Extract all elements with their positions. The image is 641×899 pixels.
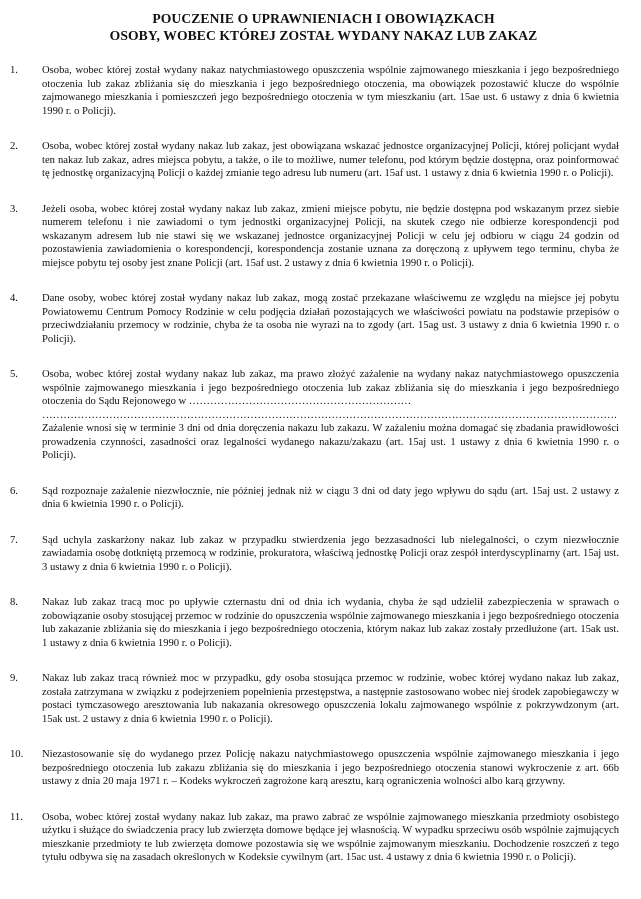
item-number: 1.: [10, 65, 18, 76]
item-number: 8.: [10, 597, 18, 608]
item-text: [42, 203, 619, 271]
list-item: [10, 64, 619, 118]
item-text: [42, 368, 619, 463]
item-number: 10.: [10, 749, 24, 760]
item-number: 2.: [10, 141, 18, 152]
item-paragraph: Osoba, wobec której został wydany nakaz lub zakaz, ma prawo złożyć zażalenie na wydany nakaz natychmiastowego opuszczenia wspólnie zajmowanego mieszkania i jego bezpośredniego otoczenia lub zakaz zbliżania się do mieszkania i jego bezpośredniego otoczenia do Sądu Rejonowego w ………………………………………………………: [42, 369, 619, 407]
item-paragraph: Osoba, wobec której został wydany nakaz lub zakaz, ma prawo zabrać ze wspólnie zajmowanego mieszkania przedmioty osobistego użytku i służące do świadczenia pracy lub zwierzęta domowe będące jej własnością. W wypadku sprzeciwu osób wspólnie zajmujących mieszkanie przedmioty te lub zwierzęta domowe pozostawia się we wspólnie zajmowanym mieszkaniu. Dochodzenie roszczeń z tego tytułu odbywa się na zasadach określonych w Kodeksie cywilnym (art. 15ac ust. 4 ustawy z dnia 6 kwietnia 1990 r. o Policji).: [42, 811, 619, 863]
item-text: [42, 140, 619, 181]
instructions-list: [10, 64, 619, 865]
item-number: 6.: [10, 485, 18, 497]
item-paragraph: ……………………………………………………………………………………………………………………………………………….: [42, 409, 617, 421]
list-item: [10, 534, 619, 575]
document-title: [10, 10, 619, 44]
list-item: [10, 368, 619, 463]
item-text: [42, 748, 619, 789]
item-paragraph: Nakaz lub zakaz tracą również moc w przypadku, gdy osoba stosująca przemoc w rodzinie, wobec której wydano nakaz lub zakaz, została zatrzymana w związku z podejrzeniem popełnienia przestępstwa, a następnie zastosowano wobec niej środek zapobiegawczy w postaci tymczasowego aresztowania lub nakazania okresowego opuszczenia lokalu zajmowanego wspólnie z pokrzywdzonym (art. 15ak ust. 2 ustawy z dnia 6 kwietnia 1990 r. o Policji).: [42, 673, 619, 725]
item-text: [42, 672, 619, 726]
list-item: [10, 748, 619, 789]
title-line-2: OSOBY, WOBEC KTÓREJ ZOSTAŁ WYDANY NAKAZ LUB ZAKAZ: [109, 28, 538, 43]
list-item: [10, 292, 619, 346]
list-item: [10, 140, 619, 181]
item-number: 4.: [10, 293, 18, 304]
item-paragraph: Sąd rozpoznaje zażalenie niezwłocznie, nie później jednak niż w ciągu 3 dni od daty jego wpływu do sądu (art. 15aj ust. 2 ustawy z dnia 6 kwietnia 1990 r. o Policji).: [42, 485, 619, 510]
item-paragraph: Jeżeli osoba, wobec której został wydany nakaz lub zakaz, zmieni miejsce pobytu, nie będzie dostępna pod wskazanym przez siebie numerem telefonu i nie zawiadomi o tym jednostki organizacyjnej Policji, na skutek czego nie odbierze korespondencji pod wskazanym adresem lub nie stawi się we wskazanej jednostce organizacyjnej Policji w celu jej odbioru w ciągu 24 godzin od pozostawienia zawiadomienia o korespondencji, korespondencja zostanie uznana za doręczoną z upływem tego terminu, chyba że miejsce pobytu tej osoby jest znane Policji (art. 15af ust. 2 ustawy z dnia 6 kwietnia 1990 r. o Policji).: [42, 203, 619, 269]
item-paragraph: Sąd uchyla zaskarżony nakaz lub zakaz w przypadku stwierdzenia jego bezzasadności lub nielegalności, o czym niezwłocznie zawiadamia osobę dotkniętą przemocą w rodzinie, prokuratora, właściwą jednostkę Policji oraz zespół interdyscyplinarny (art. 15aj ust. 3 ustawy z dnia 6 kwietnia 1990 r. o Policji).: [42, 534, 619, 573]
item-paragraph: Zażalenie wnosi się w terminie 3 dni od dnia doręczenia nakazu lub zakazu. W zażaleniu można domagać się zbadania prawidłowości prowadzenia czynności, zasadności oraz legalności wydanego nakazu/zakazu (art. 15aj ust. 1 ustawy z dnia 6 kwietnia 1990 r. o Policji).: [42, 423, 619, 461]
item-text: [42, 292, 619, 346]
item-paragraph: Dane osoby, wobec której został wydany nakaz lub zakaz, mogą zostać przekazane właściwemu ze względu na miejsce jej pobytu Powiatowemu Centrum Pomocy Rodzinie w celu podjęcia działań pozostających we właściwości powiatu na podstawie przepisów o przeciwdziałaniu przemocy w rodzinie, chyba że ta osoba nie wyrazi na to zgody (art. 15ag ust. 3 ustawy z dnia 6 kwietnia 1990 r. o Policji).: [42, 293, 619, 345]
list-item: [10, 672, 619, 726]
item-text: [42, 534, 619, 575]
list-item: [10, 811, 619, 865]
list-item: [10, 596, 619, 650]
item-number: 5.: [10, 369, 18, 380]
item-number: 3.: [10, 203, 18, 215]
list-item: [10, 485, 619, 512]
item-paragraph: Osoba, wobec której został wydany nakaz lub zakaz, jest obowiązana wskazać jednostce organizacyjnej Policji, której policjant wydał ten nakaz lub zakaz, adres miejsca pobytu, a także, o ile to możliwe, numer telefonu, pod którym będzie dostępna, oraz poinformować tę jednostkę organizacyjną Policji o każdej zmianie tego adresu lub numeru (art. 15af ust. 1 ustawy z dnia 6 kwietnia 1990 r. o Policji).: [42, 141, 619, 179]
item-paragraph: Osoba, wobec której został wydany nakaz natychmiastowego opuszczenia wspólnie zajmowanego mieszkania i jego bezpośredniego otoczenia lub zakaz zbliżania się do mieszkania i jego bezpośredniego otoczenia, ma obowiązek pozostawić klucze do wspólnie zajmowanego mieszkania i pomieszczeń jego bezpośredniego otoczenia w tym mieszkaniu (art. 15ae ust. 6 ustawy z dnia 6 kwietnia 1990 r. o Policji).: [42, 65, 619, 117]
item-text: [42, 596, 619, 650]
item-number: 11.: [10, 811, 23, 823]
item-text: [42, 64, 619, 118]
item-text: [42, 485, 619, 512]
item-text: [42, 811, 619, 865]
title-line-1: POUCZENIE O UPRAWNIENIACH I OBOWIĄZKACH: [152, 11, 495, 26]
item-number: 7.: [10, 534, 18, 546]
item-number: 9.: [10, 673, 18, 684]
item-paragraph: Niezastosowanie się do wydanego przez Policję nakazu natychmiastowego opuszczenia wspólnie zajmowanego mieszkania i jego bezpośredniego otoczenia lub zakazu zbliżania się do mieszkania i jego bezpośredniego otoczenia stanowi wykroczenie z art. 66b ustawy z dnia 20 maja 1971 r. – Kodeks wykroczeń zagrożone karą aresztu, karą ograniczenia wolności albo karą grzywny.: [42, 749, 619, 787]
item-paragraph: Nakaz lub zakaz tracą moc po upływie czternastu dni od dnia ich wydania, chyba że sąd udzielił zabezpieczenia w sprawach o zobowiązanie osoby stosującej przemoc w rodzinie do opuszczenia wspólnie zajmowanego mieszkania i jego bezpośredniego otoczenia lub zakazanie zbliżania się do mieszkania i jego bezpośredniego otoczenia, którym nakaz lub zakaz zostały przedłużone (art. 15ak ust. 1 ustawy z dnia 6 kwietnia 1990 r. o Policji).: [42, 597, 619, 649]
list-item: [10, 203, 619, 271]
